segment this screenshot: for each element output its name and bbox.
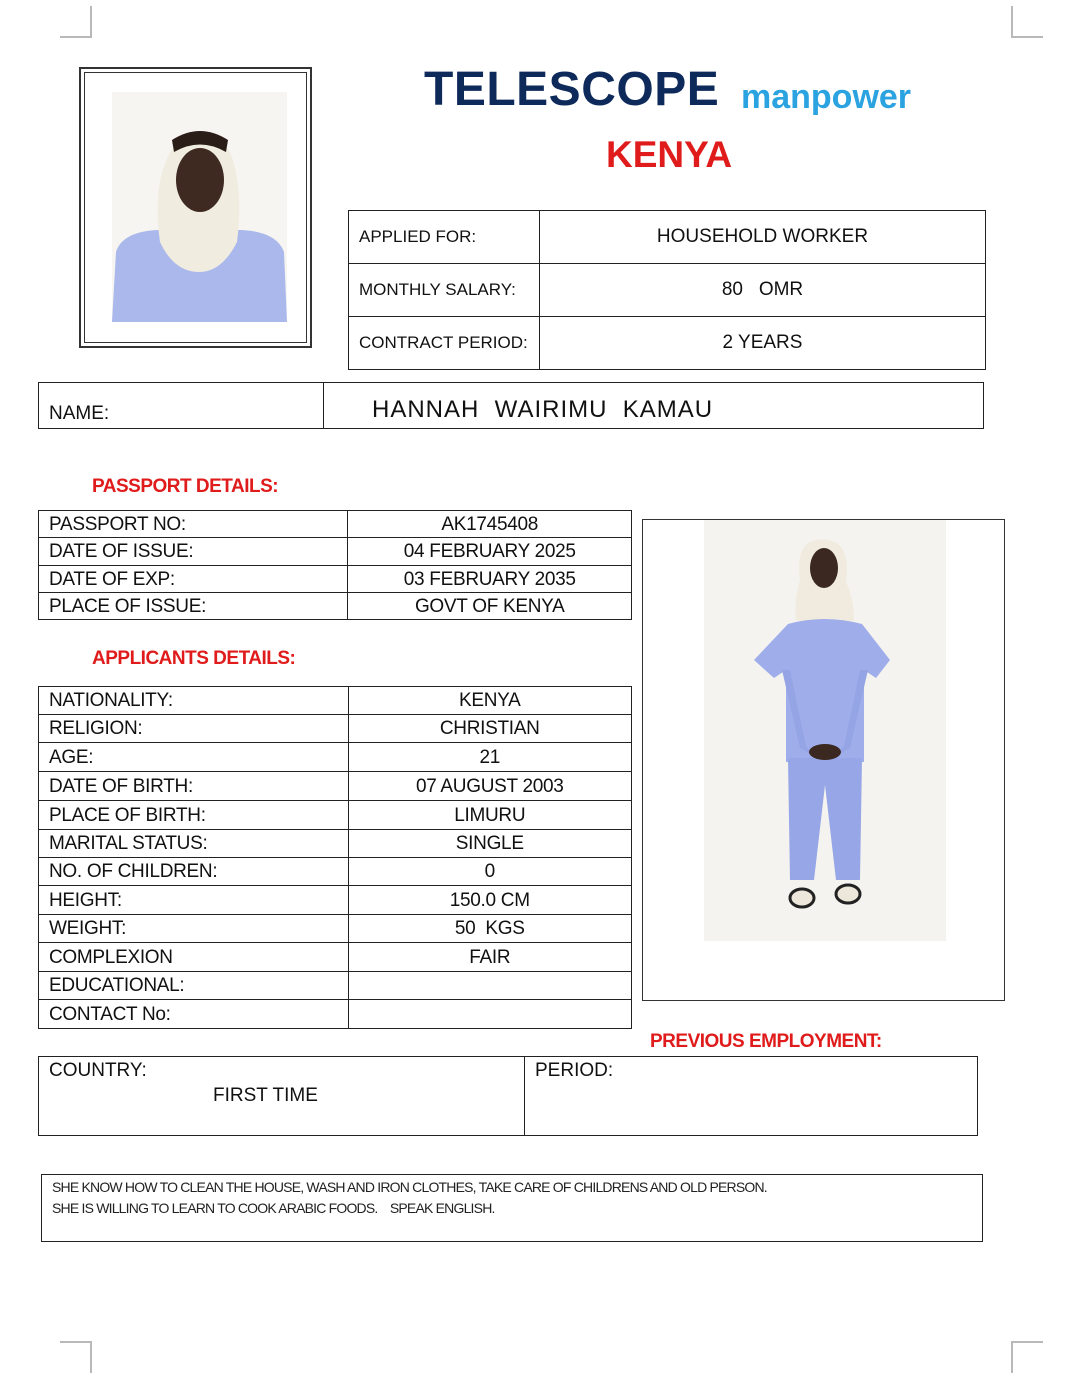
table-row [39,801,632,830]
religion-value: CHRISTIAN [348,715,632,743]
age-value: 21 [348,743,632,772]
nationality-label: NATIONALITY: [39,687,349,715]
table-row [39,972,632,1000]
weight-value: 50 KGS [348,915,632,943]
name-label: NAME: [49,403,110,424]
date-of-exp-label: DATE OF EXP: [39,566,348,593]
contact-no-value [348,1000,632,1029]
children-value: 0 [348,858,632,886]
complexion-value: FAIR [348,943,632,972]
place-of-issue-label: PLACE OF ISSUE: [39,593,348,620]
applied-for-label: APPLIED FOR: [349,211,540,264]
table-row [39,687,632,715]
table-row [39,943,632,972]
remark-line: SHE IS WILLING TO LEARN TO COOK ARABIC FOODS. SPEAK ENGLISH. [52,1200,495,1216]
table-row [39,858,632,886]
name-value: HANNAH WAIRIMU KAMAU [372,396,714,423]
table-row [39,511,632,538]
place-of-birth-label: PLACE OF BIRTH: [39,801,349,830]
passport-details-heading: PASSPORT DETAILS: [92,476,279,497]
table-row [349,264,986,317]
monthly-salary-value: 80 OMR [540,264,986,317]
educational-label: EDUCATIONAL: [39,972,349,1000]
crop-mark-top-right [1011,6,1043,38]
date-of-issue-label: DATE OF ISSUE: [39,538,348,566]
passport-no-value: AK1745408 [348,511,632,538]
passport-table [38,510,632,620]
children-label: NO. OF CHILDREN: [39,858,349,886]
previous-employment-heading: PREVIOUS EMPLOYMENT: [650,1031,882,1052]
contact-no-label: CONTACT No: [39,1000,349,1029]
contract-period-value: 2 YEARS [540,317,986,370]
height-value: 150.0 CM [348,886,632,915]
remarks-box [41,1174,983,1242]
table-row [39,830,632,858]
crop-mark-top-left [60,6,92,38]
brand-name: TELESCOPE [424,63,720,116]
country-label: COUNTRY: [49,1060,147,1081]
job-table [348,210,986,370]
period-label: PERIOD: [535,1060,614,1081]
date-of-exp-value: 03 FEBRUARY 2035 [348,566,632,593]
table-row [349,211,986,264]
table-row [39,743,632,772]
remark-line: SHE KNOW HOW TO CLEAN THE HOUSE, WASH AND IRON CLOTHES, TAKE CARE OF CHILDRENS AND OLD PERSON. [52,1179,767,1195]
nationality-value: KENYA [348,687,632,715]
table-row [39,886,632,915]
table-row [349,317,986,370]
passport-photo [112,92,287,322]
date-of-birth-label: DATE OF BIRTH: [39,772,349,801]
religion-label: RELIGION: [39,715,349,743]
passport-no-label: PASSPORT NO: [39,511,348,538]
applicant-table [38,686,632,1029]
place-of-issue-value: GOVT OF KENYA [348,593,632,620]
table-row [39,593,632,620]
table-row [39,1000,632,1029]
crop-mark-bottom-right [1011,1341,1043,1373]
brand-subtitle: manpower [741,78,912,116]
crop-mark-bottom-left [60,1341,92,1373]
complexion-label: COMPLEXION [39,943,349,972]
country-heading: KENYA [606,134,733,175]
name-row [38,382,984,429]
contract-period-label: CONTRACT PERIOD: [349,317,540,370]
marital-status-value: SINGLE [348,830,632,858]
monthly-salary-label: MONTHLY SALARY: [349,264,540,317]
marital-status-label: MARITAL STATUS: [39,830,349,858]
table-row [39,715,632,743]
place-of-birth-value: LIMURU [348,801,632,830]
table-row [39,566,632,593]
weight-label: WEIGHT: [39,915,349,943]
date-of-issue-value: 04 FEBRUARY 2025 [348,538,632,566]
full-body-photo [704,520,946,941]
educational-value [348,972,632,1000]
table-row [39,538,632,566]
table-row [39,915,632,943]
age-label: AGE: [39,743,349,772]
table-row [39,772,632,801]
country-value: FIRST TIME [213,1085,318,1106]
applicants-details-heading: APPLICANTS DETAILS: [92,648,296,669]
applied-for-value: HOUSEHOLD WORKER [540,211,986,264]
height-label: HEIGHT: [39,886,349,915]
previous-employment-box [38,1056,978,1136]
date-of-birth-value: 07 AUGUST 2003 [348,772,632,801]
